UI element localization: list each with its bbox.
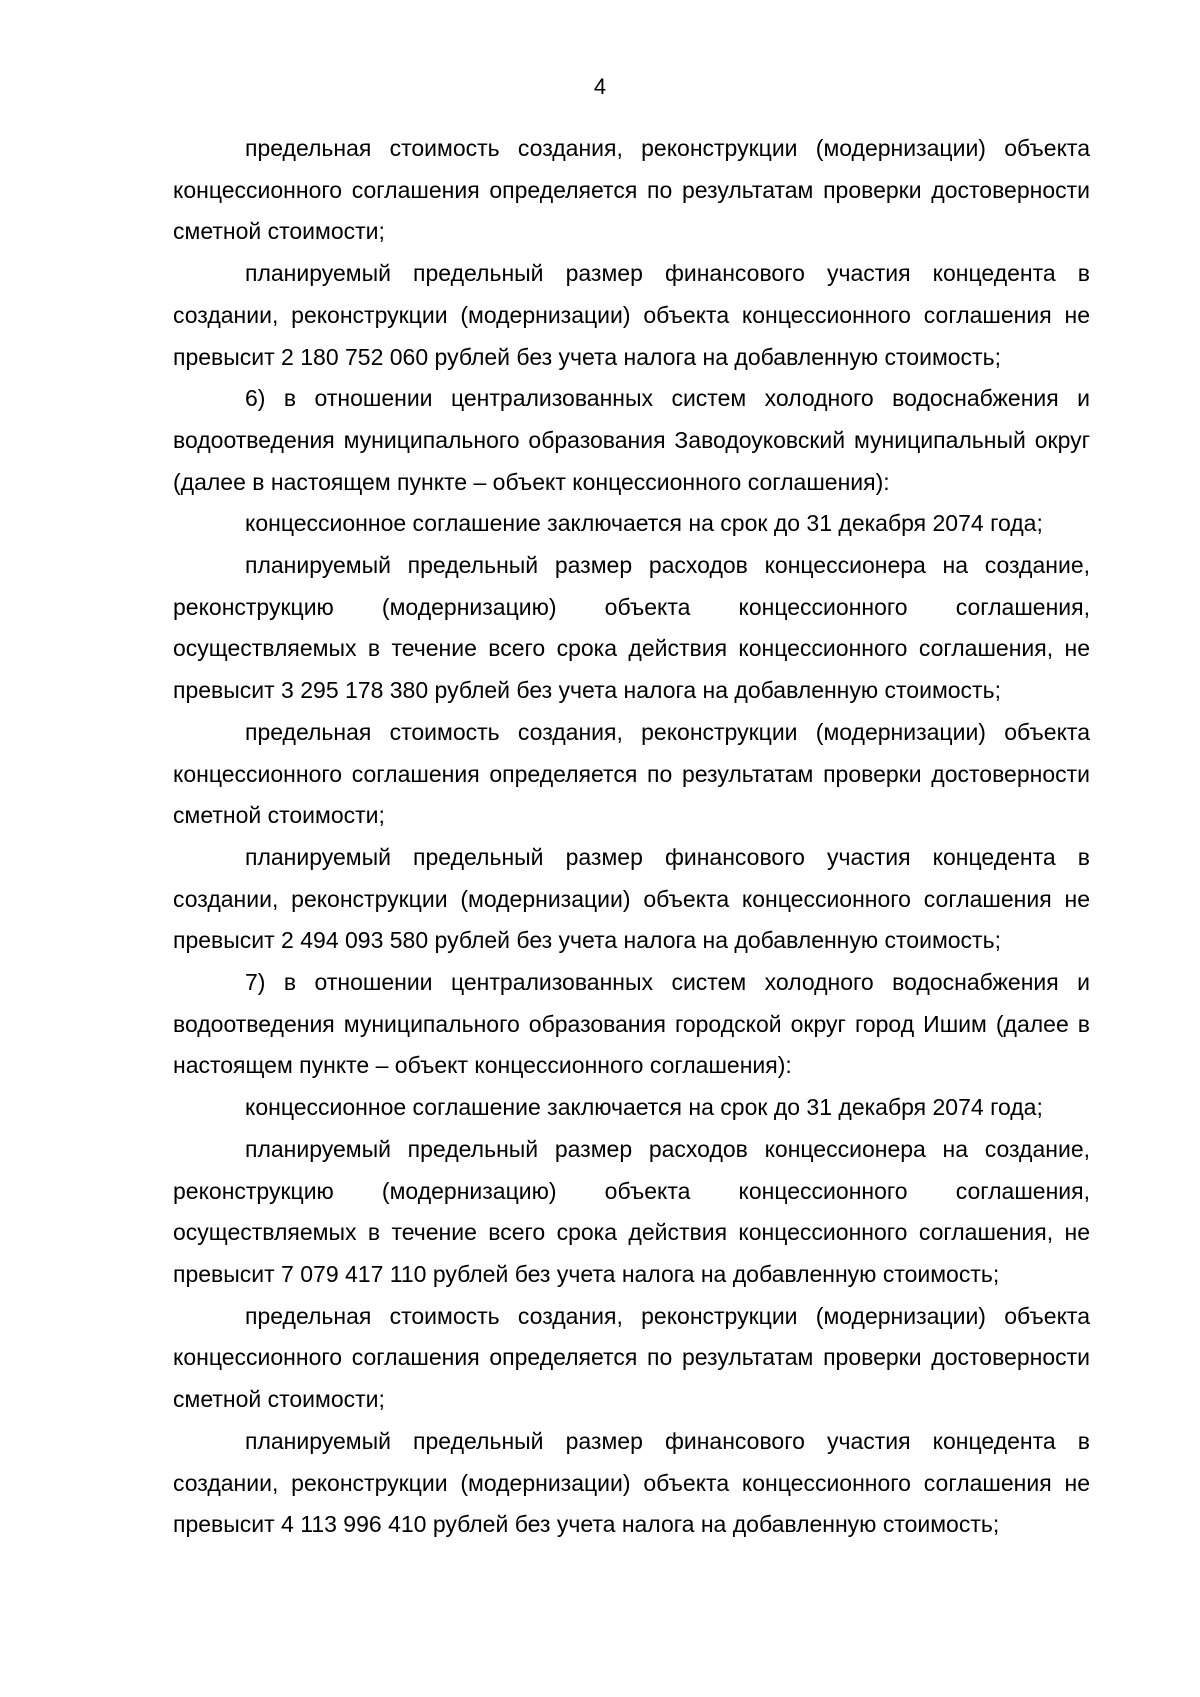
paragraph-max-cost-item-6: предельная стоимость создания, реконструкции (модернизации) объекта концессионного соглашения определяется по результатам проверки достоверности сметной стоимости;: [173, 718, 1090, 829]
paragraph-concessionaire-expenses-item-7: планируемый предельный размер расходов концессионера на создание, реконструкцию (модернизацию) объекта концессионного соглашения, осуществляемых в течение всего срока действия концессионного соглашения, не превысит 7 079 417 110 рублей без учета налога на добавленную стоимость;: [173, 1135, 1090, 1287]
paragraph-grantor-participation-item-7: планируемый предельный размер финансового участия концедента в создании, реконструкции (модернизации) объекта концессионного соглашения не превысит 4 113 996 410 рублей без учета налога на добавленную стоимость;: [173, 1427, 1090, 1538]
paragraph-grantor-participation-1: планируемый предельный размер финансового участия концедента в создании, реконструкции (модернизации) объекта концессионного соглашения не превысит 2 180 752 060 рублей без учета налога на добавленную стоимость;: [173, 260, 1090, 370]
paragraph-item-6-zavodoukovsky: 6) в отношении централизованных систем холодного водоснабжения и водоотведения муниципального образования Заводоуковский муниципальный округ (далее в настоящем пункте – объект концессионного соглашения):: [173, 385, 1090, 495]
document-body: [173, 128, 1090, 1546]
paragraph-max-cost-item-7: предельная стоимость создания, реконструкции (модернизации) объекта концессионного соглашения определяется по результатам проверки достоверности сметной стоимости;: [173, 1302, 1090, 1413]
paragraph-max-cost-1: предельная стоимость создания, реконструкции (модернизации) объекта концессионного соглашения определяется по результатам проверки достоверности сметной стоимости;: [173, 135, 1090, 245]
page-number: 4: [593, 74, 607, 99]
paragraph-term-item-6: концессионное соглашение заключается на срок до 31 декабря 2074 года;: [245, 510, 1043, 537]
paragraph-concessionaire-expenses-item-6: планируемый предельный размер расходов концессионера на создание, реконструкцию (модернизацию) объекта концессионного соглашения, осуществляемых в течение всего срока действия концессионного соглашения, не превысит 3 295 178 380 рублей без учета налога на добавленную стоимость;: [173, 552, 1090, 704]
paragraph-grantor-participation-item-6: планируемый предельный размер финансового участия концедента в создании, реконструкции (модернизации) объекта концессионного соглашения не превысит 2 494 093 580 рублей без учета налога на добавленную стоимость;: [173, 843, 1090, 954]
paragraph-item-7-ishim: 7) в отношении централизованных систем холодного водоснабжения и водоотведения муниципального образования городской округ город Ишим (далее в настоящем пункте – объект концессионного соглашения):: [173, 969, 1090, 1079]
paragraph-term-item-7: концессионное соглашение заключается на срок до 31 декабря 2074 года;: [245, 1094, 1043, 1121]
